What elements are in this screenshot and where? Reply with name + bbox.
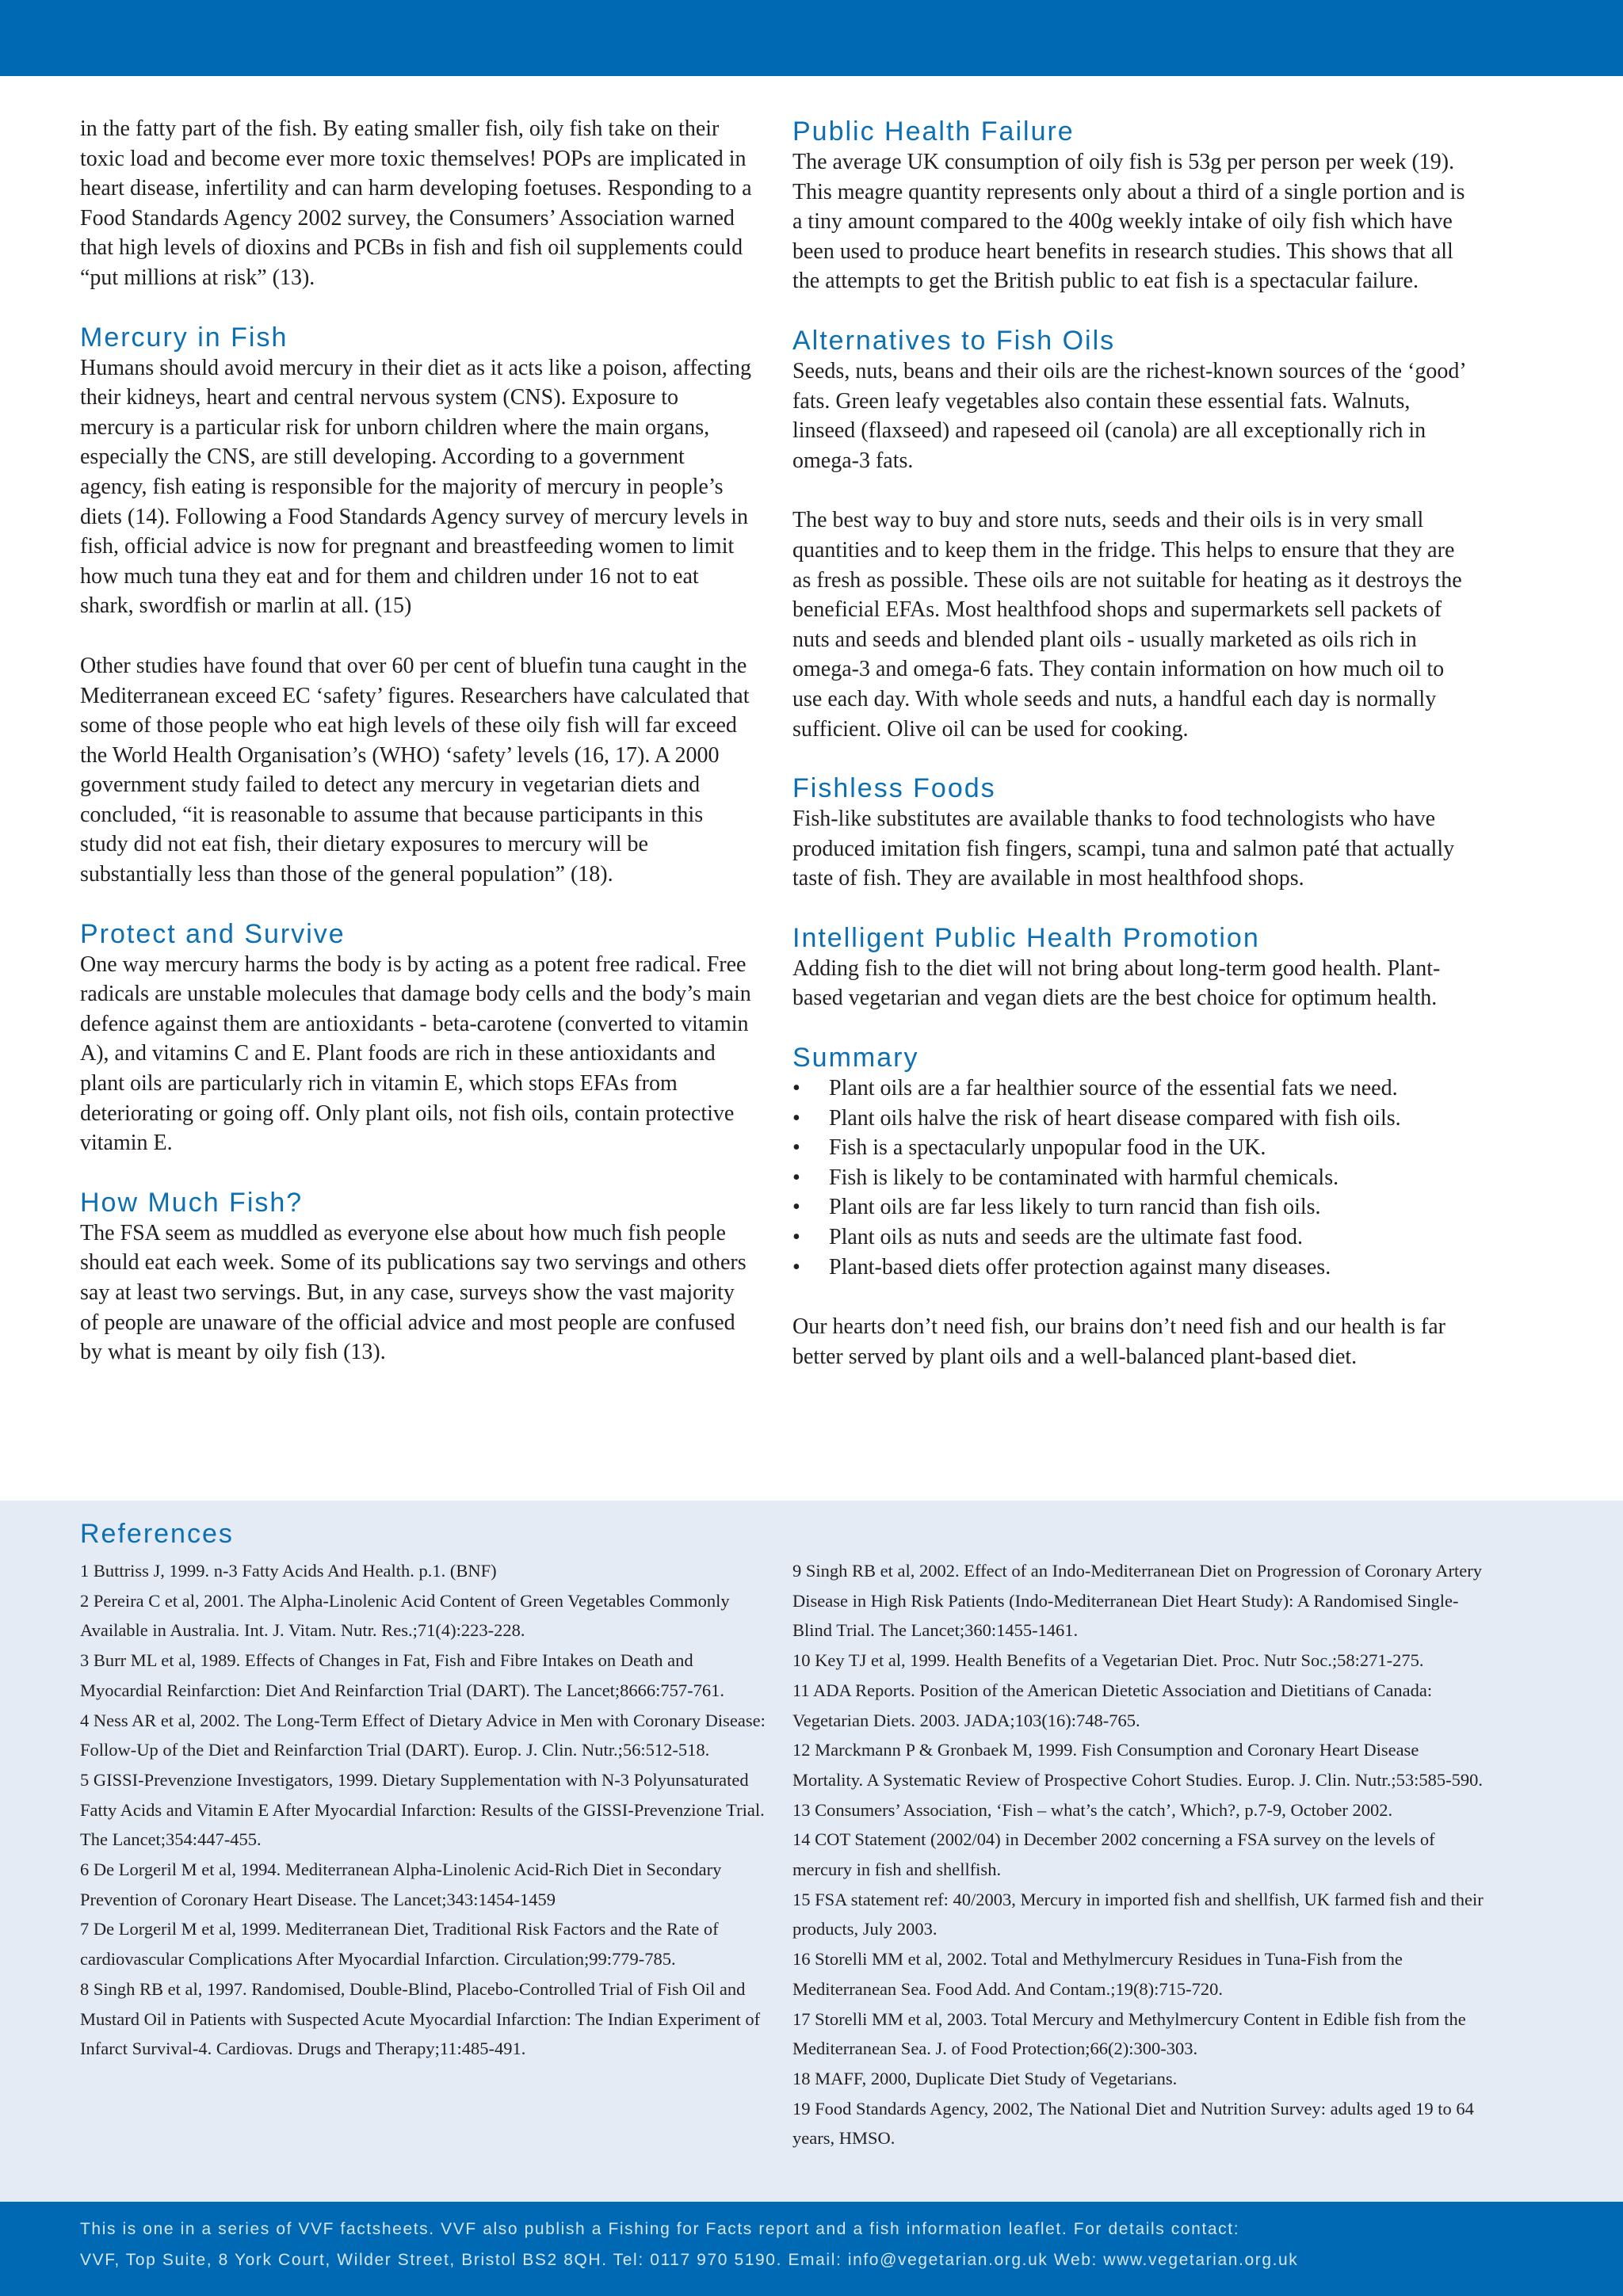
summary-list [792, 1074, 1474, 1282]
list-item-text: Plant oils halve the risk of heart disease compared with fish oils. [829, 1105, 1401, 1131]
reference-item: 17 Storelli MM et al, 2003. Total Mercury and Methylmercury Content in Edible fish from the Mediterranean Sea. J. of Food Protection;66(2):300-303. [792, 2008, 1466, 2059]
section-title: Intelligent Public Health Promotion [792, 922, 1260, 953]
list-item [792, 1163, 1474, 1193]
section-protect [80, 917, 755, 1158]
bullet-icon: • [792, 1076, 800, 1101]
paragraph: Adding fish to the diet will not bring about long-term good health. Plant-based vegetarian and vegan diets are the best choice for optimum health. [792, 955, 1441, 1011]
paragraph: One way mercury harms the body is by acting as a potent free radical. Free radicals are unstable molecules that damage body cells and the body’s main defence against them are antioxidants - beta-carotene (converted to vitamin A), and vitamins C and E. Plant foods are rich in these antioxidants and plant oils are particularly rich in vitamin E, which stops EFAs from deteriorating or going off. Only plant oils, not fish oils, contain protective vitamin E. [80, 952, 751, 1156]
list-item [792, 1104, 1474, 1134]
references-title: References [80, 1519, 234, 1549]
list-item [792, 1133, 1474, 1163]
list-item-text: Fish is likely to be contaminated with harmful chemicals. [829, 1165, 1339, 1190]
reference-item: 4 Ness AR et al, 2002. The Long-Term Effect of Dietary Advice in Men with Coronary Disease: Follow-Up of the Diet and Reinfarction Trial (DART). Europ. J. Clin. Nutr.;56:512-518. [80, 1710, 766, 1760]
section-alternatives [792, 323, 1474, 744]
bullet-icon: • [792, 1165, 800, 1190]
list-item [792, 1192, 1474, 1222]
section-title: Public Health Failure [792, 116, 1075, 147]
reference-item: 1 Buttriss J, 1999. n-3 Fatty Acids And Health. p.1. (BNF) [80, 1561, 497, 1581]
section-title: Summary [792, 1043, 919, 1074]
footer-text: This is one in a series of VVF factsheets. VVF also publish a Fishing for Facts report and a fish information leaflet. For details contact: [80, 2220, 1240, 2238]
references-right-column [792, 1556, 1490, 2153]
section-public-health [792, 114, 1474, 296]
bullet-icon: • [792, 1225, 800, 1250]
list-item-text: Plant oils are far less likely to turn rancid than fish oils. [829, 1195, 1321, 1220]
reference-item: 2 Pereira C et al, 2001. The Alpha-Linolenic Acid Content of Green Vegetables Commonly Available in Australia. Int. J. Vitam. Nutr. Res.;71(4):223-228. [80, 1590, 730, 1641]
references-left-column [80, 1556, 769, 2064]
intro-paragraph: in the fatty part of the fish. By eating smaller fish, oily fish take on their toxic load and become ever more toxic themselves! POPs are implicated in heart disease, infertility and can harm developing foetuses. Responding to a Food Standards Agency 2002 survey, the Consumers’ Association warned that high levels of dioxins and PCBs in fish and fish oil supplements could “put millions at risk” (13). [80, 116, 752, 290]
paragraph: The best way to buy and store nuts, seeds and their oils is in very small quantities and to keep them in the fridge. This helps to ensure that they are as fresh as possible. These oils are not suitable for heating as it destroys the beneficial EFAs. Most healthfood shops and supermarkets sell packets of nuts and seeds and blended plant oils - usually marketed as oils rich in omega-3 and omega-6 fats. They contain information on how much oil to use each day. With whole seeds and nuts, a handful each day is normally sufficient. Olive oil can be used for cooking. [792, 508, 1462, 742]
reference-item: 9 Singh RB et al, 2002. Effect of an Indo-Mediterranean Diet on Progression of Coronary Artery Disease in High Risk Patients (Indo-Mediterranean Diet Heart Study): A Randomised Single-Blind Trial. The Lancet;360:1455-1461. [792, 1561, 1483, 1641]
section-title: Protect and Survive [80, 918, 346, 949]
reference-item: 18 MAFF, 2000, Duplicate Diet Study of Vegetarians. [792, 2068, 1178, 2088]
section-how-much [80, 1185, 755, 1367]
list-item [792, 1074, 1474, 1104]
bullet-icon: • [792, 1195, 800, 1220]
header-band [0, 0, 1623, 76]
closing-paragraph: Our hearts don’t need fish, our brains don’t need fish and our health is far better served by plant oils and a well-balanced plant-based diet. [792, 1314, 1445, 1369]
reference-item: 12 Marckmann P & Gronbaek M, 1999. Fish Consumption and Coronary Heart Disease Mortality. A Systematic Review of Prospective Cohort Studies. Europ. J. Clin. Nutr.;53:585-590. [792, 1740, 1483, 1790]
paragraph: The average UK consumption of oily fish is 53g per person per week (19). This meagre quantity represents only about a third of a single portion and is a tiny amount compared to the 400g weekly intake of oily fish which have been used to produce heart benefits in research studies. This shows that all the attempts to get the British public to eat fish is a spectacular failure. [792, 150, 1465, 294]
reference-item: 5 GISSI-Prevenzione Investigators, 1999. Dietary Supplementation with N-3 Polyunsaturated Fatty Acids and Vitamin E After Myocardial Infarction: Results of the GISSI-Prevenzione Trial. The Lancet;354:447-455. [80, 1769, 765, 1850]
left-column [80, 114, 755, 1367]
paragraph: The FSA seem as muddled as everyone else about how much fish people should eat each week. Some of its publications say two servings and others say at least two servings. But, in any case, surveys show the vast majority of people are unaware of the official advice and most people are confused by what is meant by oily fish (13). [80, 1220, 747, 1365]
list-item [792, 1253, 1474, 1283]
section-title: Fishless Foods [792, 773, 996, 804]
paragraph: Other studies have found that over 60 per cent of bluefin tuna caught in the Mediterranean exceed EC ‘safety’ figures. Researchers have calculated that some of those people who eat high levels of these oily fish will far exceed the World Health Organisation’s (WHO) ‘safety’ levels (16, 17). A 2000 government study failed to detect any mercury in vegetarian diets and concluded, “it is reasonable to assume that because participants in this study did not eat fish, their dietary exposures to mercury will be substantially less than those of the general population” (18). [80, 653, 750, 887]
section-title: Alternatives to Fish Oils [792, 325, 1116, 356]
right-column [792, 114, 1474, 1371]
bullet-icon: • [792, 1105, 800, 1131]
bullet-icon: • [792, 1254, 800, 1280]
footer-band [0, 2202, 1623, 2296]
reference-item: 3 Burr ML et al, 1989. Effects of Changes in Fat, Fish and Fibre Intakes on Death and Myocardial Reinfarction: Diet And Reinfarction Trial (DART). The Lancet;8666:757-761. [80, 1650, 725, 1700]
paragraph: Seeds, nuts, beans and their oils are the richest-known sources of the ‘good’ fats. Green leafy vegetables also contain these essential fats. Walnuts, linseed (flaxseed) and rapeseed oil (canola) are all exceptionally rich in omega-3 fats. [792, 358, 1465, 473]
section-summary [792, 1040, 1474, 1371]
list-item-text: Plant-based diets offer protection against many diseases. [829, 1254, 1331, 1280]
reference-item: 14 COT Statement (2002/04) in December 2002 concerning a FSA survey on the levels of mercury in fish and shellfish. [792, 1829, 1435, 1880]
list-item-text: Plant oils as nuts and seeds are the ultimate fast food. [829, 1225, 1303, 1250]
reference-item: 13 Consumers’ Association, ‘Fish – what’s the catch’, Which?, p.7-9, October 2002. [792, 1799, 1393, 1820]
paragraph: Fish-like substitutes are available thanks to food technologists who have produced imitation fish fingers, scampi, tuna and salmon paté that actually taste of fish. They are available in most healthfood shops. [792, 807, 1455, 891]
list-item [792, 1222, 1474, 1253]
section-title: How Much Fish? [80, 1187, 304, 1218]
bullet-icon: • [792, 1135, 800, 1161]
reference-item: 8 Singh RB et al, 1997. Randomised, Double-Blind, Placebo-Controlled Trial of Fish Oil and Mustard Oil in Patients with Suspected Acute Myocardial Infarction: The Indian Experiment of Infarct Survival-4. Cardiovas. Drugs and Therapy;11:485-491. [80, 1978, 761, 2059]
reference-item: 10 Key TJ et al, 1999. Health Benefits of a Vegetarian Diet. Proc. Nutr Soc.;58:271-275. [792, 1650, 1424, 1671]
section-fishless [792, 771, 1474, 894]
section-intelligent [792, 921, 1474, 1013]
footer-contact-text: VVF, Top Suite, 8 York Court, Wilder Street, Bristol BS2 8QH. Tel: 0117 970 5190. Email: info@vegetarian.org.uk Web: www.vegetarian.org.uk [80, 2251, 1299, 2269]
reference-item: 11 ADA Reports. Position of the American Dietetic Association and Dietitians of Canada: Vegetarian Diets. 2003. JADA;103(16):748-765. [792, 1680, 1433, 1730]
reference-item: 16 Storelli MM et al, 2002. Total and Methylmercury Residues in Tuna-Fish from the Mediterranean Sea. Food Add. And Contam.;19(8):715-720. [792, 1949, 1403, 1999]
list-item-text: Plant oils are a far healthier source of the essential fats we need. [829, 1076, 1398, 1101]
list-item-text: Fish is a spectacularly unpopular food in the UK. [829, 1135, 1266, 1161]
reference-item: 6 De Lorgeril M et al, 1994. Mediterranean Alpha-Linolenic Acid-Rich Diet in Secondary Prevention of Coronary Heart Disease. The Lancet;343:1454-1459 [80, 1859, 722, 1909]
section-mercury [80, 320, 755, 890]
reference-item: 19 Food Standards Agency, 2002, The National Diet and Nutrition Survey: adults aged 19 to 64 years, HMSO. [792, 2098, 1474, 2149]
reference-item: 15 FSA statement ref: 40/2003, Mercury in imported fish and shellfish, UK farmed fish and their products, July 2003. [792, 1889, 1484, 1939]
section-title: Mercury in Fish [80, 322, 288, 353]
paragraph: Humans should avoid mercury in their diet as it acts like a poison, affecting their kidneys, heart and central nervous system (CNS). Exposure to mercury is a particular risk for unborn children where the main organs, especially the CNS, are still developing. According to a government agency, fish eating is responsible for the majority of mercury in people’s diets (14). Following a Food Standards Agency survey of mercury levels in fish, official advice is now for pregnant and breastfeeding women to limit how much tuna they eat and for them and children under 16 not to eat shark, swordfish or marlin at all. (15) [80, 355, 752, 619]
reference-item: 7 De Lorgeril M et al, 1999. Mediterranean Diet, Traditional Risk Factors and the Rate of cardiovascular Complications After Myocardial Infarction. Circulation;99:779-785. [80, 1919, 719, 1970]
